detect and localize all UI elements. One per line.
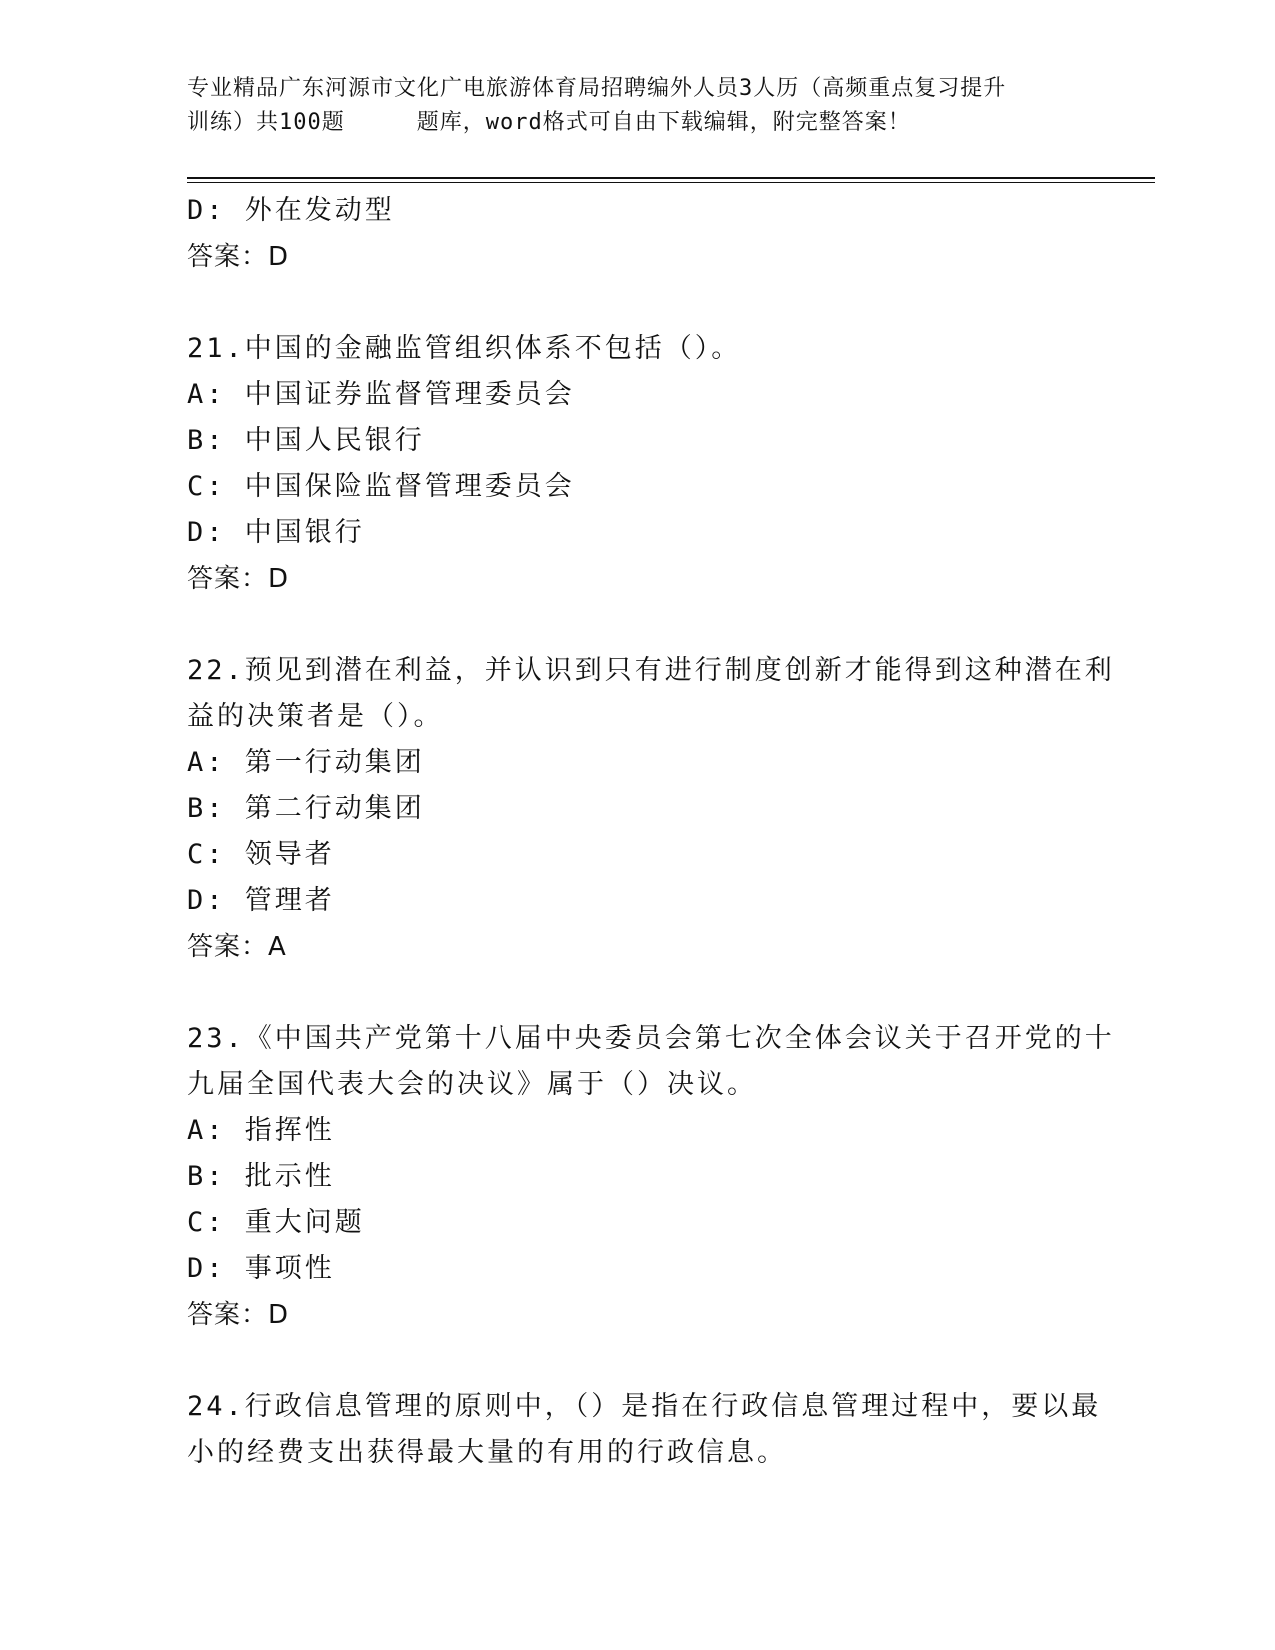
answer: 答案：D [187, 1300, 290, 1330]
option-c: C: 领导者 [187, 839, 335, 870]
option-a: A: 指挥性 [187, 1115, 335, 1146]
question-24 [187, 1384, 1102, 1476]
header-line-2-part-2: 题库，word格式可自由下载编辑，附完整答案！ [416, 110, 911, 135]
header-line-1: 专业精品广东河源市文化广电旅游体育局招聘编外人员3人历（高频重点复习提升 [187, 76, 1007, 101]
option-c: C: 中国保险监督管理委员会 [187, 471, 575, 502]
question-21 [187, 326, 1087, 602]
answer: 答案：D [187, 242, 290, 272]
question-stem-continued: 小的经费支出获得最大量的有用的行政信息。 [187, 1437, 787, 1468]
question-stem: 23.《中国共产党第十八届中央委员会第七次全体会议关于召开党的十 [187, 1023, 1115, 1054]
option-b: B: 批示性 [187, 1161, 335, 1192]
option-b: B: 中国人民银行 [187, 425, 425, 456]
option-b: B: 第二行动集团 [187, 793, 425, 824]
header-line-2 [187, 106, 1087, 140]
question-stem: 21.中国的金融监管组织体系不包括（）。 [187, 333, 742, 364]
question-stem: 24.行政信息管理的原则中，（）是指在行政信息管理过程中，要以最 [187, 1391, 1102, 1422]
answer: 答案：A [187, 932, 287, 962]
option-d: D: 外在发动型 [187, 195, 395, 226]
option-d: D: 中国银行 [187, 517, 365, 548]
option-d: D: 事项性 [187, 1253, 335, 1284]
question-stem-continued: 益的决策者是（）。 [187, 701, 444, 732]
question-list [187, 188, 1115, 1476]
header-rule-thin [187, 182, 1155, 183]
question-23 [187, 1016, 1115, 1338]
option-d: D: 管理者 [187, 885, 335, 916]
question-stem-continued: 九届全国代表大会的决议》属于（）决议。 [187, 1069, 757, 1100]
page-header [187, 72, 1087, 140]
answer: 答案：D [187, 564, 290, 594]
header-rule-thick [187, 177, 1155, 179]
option-a: A: 第一行动集团 [187, 747, 425, 778]
question-stem: 22.预见到潜在利益，并认识到只有进行制度创新才能得到这种潜在利 [187, 655, 1115, 686]
option-c: C: 重大问题 [187, 1207, 365, 1238]
header-line-2-part-1: 训练）共100题 [187, 110, 345, 135]
prev-question [187, 188, 1087, 280]
option-a: A: 中国证券监督管理委员会 [187, 379, 575, 410]
question-22 [187, 648, 1115, 970]
